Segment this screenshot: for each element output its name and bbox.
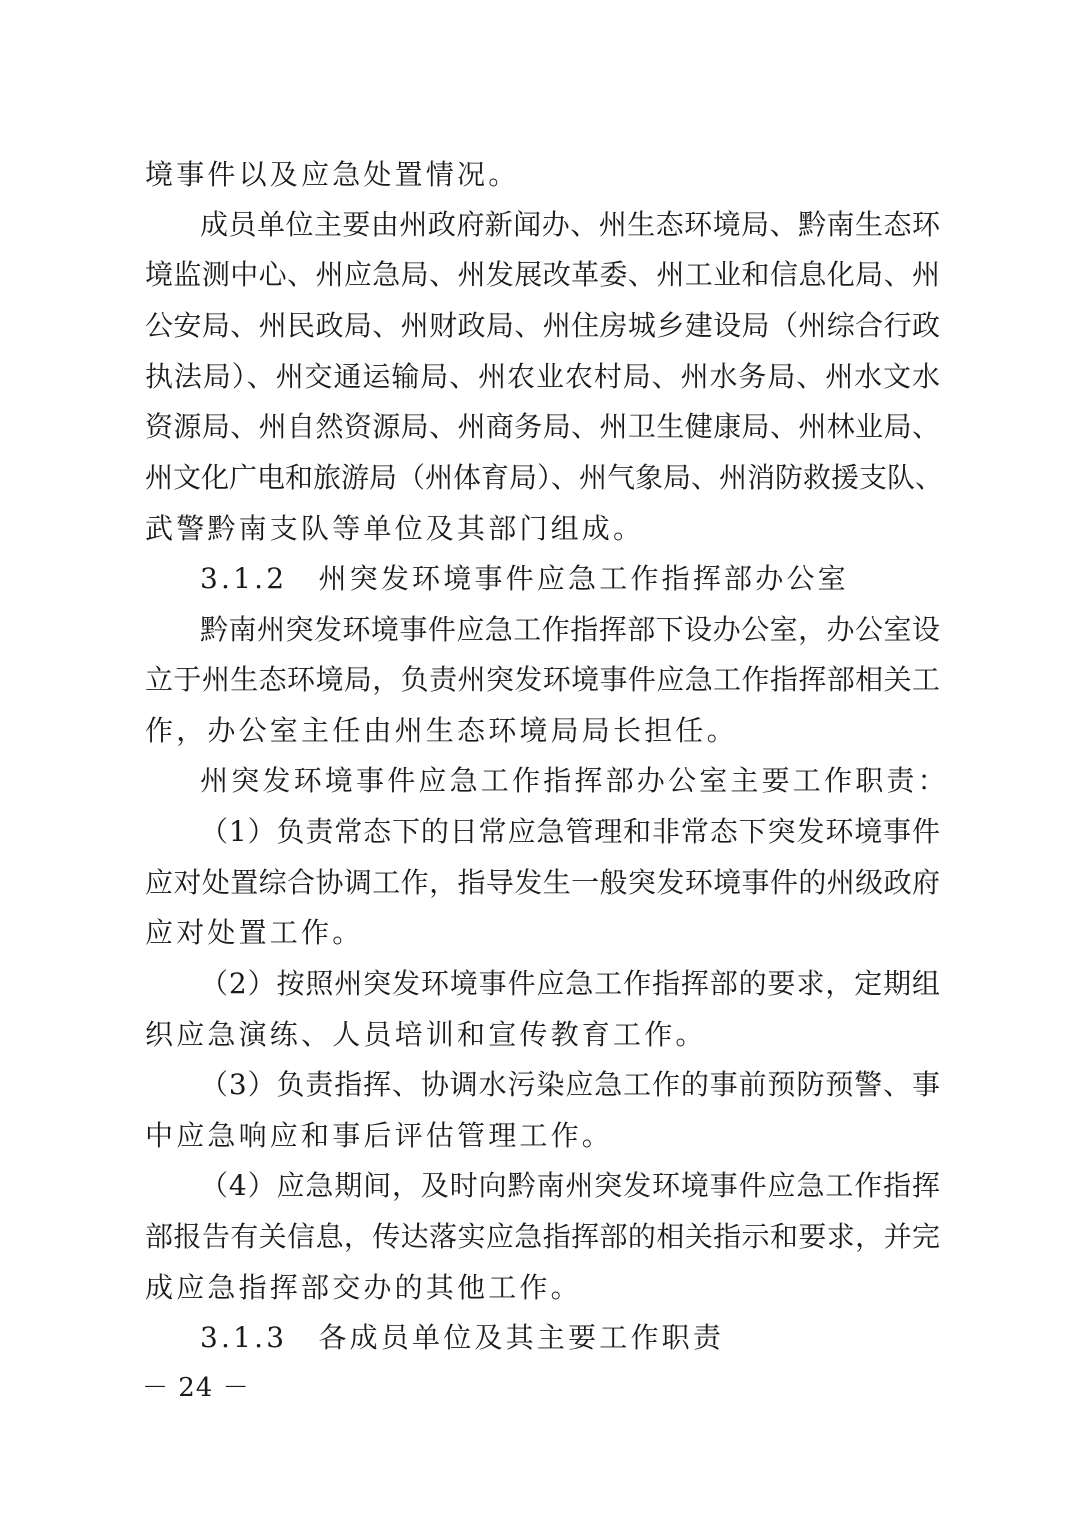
section-heading: 3.1.2 州突发环境事件应急工作指挥部办公室: [200, 562, 849, 595]
paragraph-line: 成应急指挥部交办的其他工作。: [145, 1271, 582, 1304]
paragraph-line: 执法局）、州交通运输局、州农业农村局、州水务局、州水文水: [145, 360, 940, 393]
paragraph-line: 境监测中心、州应急局、州发展改革委、州工业和信息化局、州: [145, 258, 940, 291]
paragraph-line: 资源局、州自然资源局、州商务局、州卫生健康局、州林业局、: [145, 410, 940, 443]
paragraph-line: （1）负责常态下的日常应急管理和非常态下突发环境事件: [200, 815, 940, 848]
paragraph-line: 中应急响应和事后评估管理工作。: [145, 1119, 614, 1152]
paragraph-line: （2）按照州突发环境事件应急工作指挥部的要求，定期组: [200, 967, 940, 1000]
paragraph-line: （4）应急期间，及时向黔南州突发环境事件应急工作指挥: [200, 1169, 940, 1202]
paragraph-line: 黔南州突发环境事件应急工作指挥部下设办公室，办公室设: [200, 613, 940, 646]
section-heading: 3.1.3 各成员单位及其主要工作职责: [200, 1321, 725, 1354]
paragraph-line: 应对处置综合协调工作，指导发生一般突发环境事件的州级政府: [145, 866, 940, 899]
paragraph-line: 境事件以及应急处置情况。: [145, 158, 520, 191]
paragraph-line: 成员单位主要由州政府新闻办、州生态环境局、黔南生态环: [200, 208, 940, 241]
paragraph-line: 作，办公室主任由州生态环境局局长担任。: [145, 714, 738, 747]
paragraph-line: 州突发环境事件应急工作指挥部办公室主要工作职责：: [200, 764, 949, 797]
paragraph-line: （3）负责指挥、协调水污染应急工作的事前预防预警、事: [200, 1068, 940, 1101]
paragraph-line: 织应急演练、人员培训和宣传教育工作。: [145, 1018, 707, 1051]
paragraph-line: 立于州生态环境局，负责州突发环境事件应急工作指挥部相关工: [145, 663, 940, 696]
paragraph-line: 州文化广电和旅游局（州体育局）、州气象局、州消防救援支队、: [145, 461, 944, 494]
paragraph-line: 武警黔南支队等单位及其部门组成。: [145, 512, 645, 545]
paragraph-line: 应对处置工作。: [145, 916, 364, 949]
paragraph-line: 公安局、州民政局、州财政局、州住房城乡建设局（州综合行政: [145, 309, 940, 342]
page-number: － 24 －: [142, 1373, 250, 1403]
paragraph-line: 部报告有关信息，传达落实应急指挥部的相关指示和要求，并完: [145, 1220, 940, 1253]
